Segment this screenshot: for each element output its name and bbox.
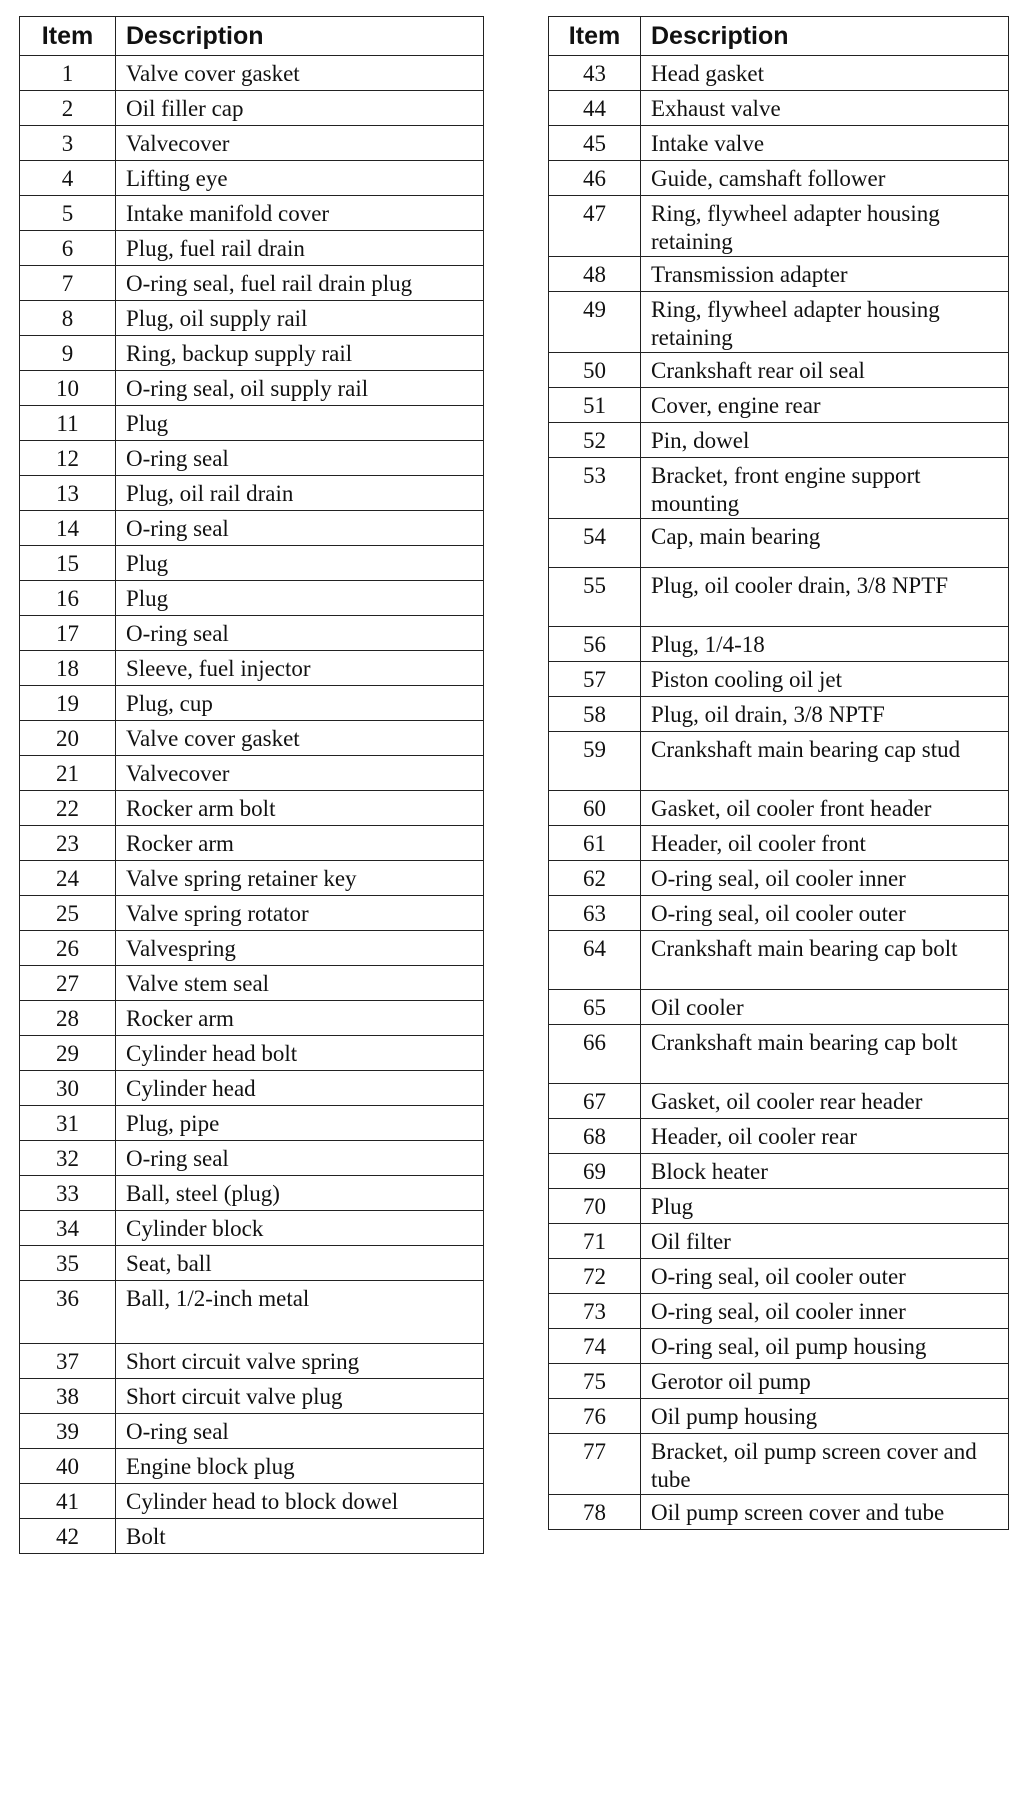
item-number: 22 xyxy=(20,791,116,826)
item-description: Ring, flywheel adapter housing retaining xyxy=(641,292,1009,353)
item-description: Gasket, oil cooler rear header xyxy=(641,1084,1009,1119)
item-description: Intake valve xyxy=(641,126,1009,161)
item-number: 15 xyxy=(20,546,116,581)
item-number: 66 xyxy=(549,1025,641,1084)
table-row xyxy=(549,458,1009,519)
item-number: 29 xyxy=(20,1036,116,1071)
item-number: 39 xyxy=(20,1414,116,1449)
item-number: 77 xyxy=(549,1434,641,1495)
item-description: Exhaust valve xyxy=(641,91,1009,126)
item-number: 31 xyxy=(20,1106,116,1141)
table-row xyxy=(549,1329,1009,1364)
item-number: 36 xyxy=(20,1281,116,1344)
item-number: 38 xyxy=(20,1379,116,1414)
item-description: Bracket, oil pump screen cover and tube xyxy=(641,1434,1009,1495)
table-row xyxy=(20,1449,484,1484)
table-row xyxy=(549,990,1009,1025)
item-number: 21 xyxy=(20,756,116,791)
item-number: 71 xyxy=(549,1224,641,1259)
table-row xyxy=(549,896,1009,931)
table-row xyxy=(20,511,484,546)
table-row xyxy=(549,423,1009,458)
item-number: 37 xyxy=(20,1344,116,1379)
table-row xyxy=(20,371,484,406)
item-number: 26 xyxy=(20,931,116,966)
item-description: Cylinder head bolt xyxy=(116,1036,484,1071)
table-row xyxy=(20,196,484,231)
table-row xyxy=(20,406,484,441)
table-row xyxy=(20,161,484,196)
item-number: 41 xyxy=(20,1484,116,1519)
item-description: Ring, flywheel adapter housing retaining xyxy=(641,196,1009,257)
item-description: O-ring seal, oil cooler inner xyxy=(641,1294,1009,1329)
item-number: 72 xyxy=(549,1259,641,1294)
item-column-header: Item xyxy=(549,17,641,56)
item-number: 49 xyxy=(549,292,641,353)
table-row xyxy=(20,1281,484,1344)
item-description: Rocker arm bolt xyxy=(116,791,484,826)
item-description: Crankshaft rear oil seal xyxy=(641,353,1009,388)
item-description: O-ring seal xyxy=(116,1414,484,1449)
item-description: Head gasket xyxy=(641,56,1009,91)
item-number: 10 xyxy=(20,371,116,406)
item-description: O-ring seal, oil cooler outer xyxy=(641,1259,1009,1294)
item-number: 35 xyxy=(20,1246,116,1281)
item-number: 3 xyxy=(20,126,116,161)
table-row xyxy=(549,1025,1009,1084)
item-number: 23 xyxy=(20,826,116,861)
item-number: 8 xyxy=(20,301,116,336)
item-description: O-ring seal, oil pump housing xyxy=(641,1329,1009,1364)
item-description: Seat, ball xyxy=(116,1246,484,1281)
item-number: 5 xyxy=(20,196,116,231)
item-description: O-ring seal xyxy=(116,441,484,476)
item-description: Oil filter xyxy=(641,1224,1009,1259)
item-description: Crankshaft main bearing cap bolt xyxy=(641,931,1009,990)
table-row xyxy=(20,336,484,371)
table-row xyxy=(549,1224,1009,1259)
item-description: Rocker arm xyxy=(116,826,484,861)
item-column-header: Item xyxy=(20,17,116,56)
table-row xyxy=(549,196,1009,257)
item-description: Oil pump screen cover and tube xyxy=(641,1495,1009,1530)
item-number: 57 xyxy=(549,662,641,697)
item-description: Lifting eye xyxy=(116,161,484,196)
item-description: Pin, dowel xyxy=(641,423,1009,458)
item-description: O-ring seal, oil cooler inner xyxy=(641,861,1009,896)
item-description: Cap, main bearing xyxy=(641,519,1009,568)
table-row xyxy=(549,519,1009,568)
table-row xyxy=(20,686,484,721)
item-number: 50 xyxy=(549,353,641,388)
table-row xyxy=(549,1119,1009,1154)
table-row xyxy=(20,1344,484,1379)
item-description: Plug xyxy=(641,1189,1009,1224)
table-row xyxy=(20,546,484,581)
item-description: Cylinder head xyxy=(116,1071,484,1106)
table-row xyxy=(20,1414,484,1449)
item-description: Piston cooling oil jet xyxy=(641,662,1009,697)
table-header-row xyxy=(20,17,484,56)
item-description: Cylinder head to block dowel xyxy=(116,1484,484,1519)
table-row xyxy=(20,756,484,791)
item-description: Guide, camshaft follower xyxy=(641,161,1009,196)
item-description: Plug xyxy=(116,581,484,616)
item-description: Gasket, oil cooler front header xyxy=(641,791,1009,826)
item-number: 6 xyxy=(20,231,116,266)
parts-table-right xyxy=(548,16,1009,1530)
table-row xyxy=(20,56,484,91)
item-number: 67 xyxy=(549,1084,641,1119)
item-number: 1 xyxy=(20,56,116,91)
item-number: 32 xyxy=(20,1141,116,1176)
item-description: Engine block plug xyxy=(116,1449,484,1484)
item-description: Rocker arm xyxy=(116,1001,484,1036)
item-number: 40 xyxy=(20,1449,116,1484)
table-row xyxy=(549,353,1009,388)
table-row xyxy=(20,966,484,1001)
item-number: 24 xyxy=(20,861,116,896)
table-row xyxy=(20,1519,484,1554)
item-description: Valve spring retainer key xyxy=(116,861,484,896)
table-row xyxy=(20,1379,484,1414)
table-row xyxy=(20,1211,484,1246)
table-row xyxy=(20,1141,484,1176)
item-number: 28 xyxy=(20,1001,116,1036)
item-description: Cover, engine rear xyxy=(641,388,1009,423)
item-description: Ball, 1/2-inch metal xyxy=(116,1281,484,1344)
item-description: Block heater xyxy=(641,1154,1009,1189)
item-description: Header, oil cooler rear xyxy=(641,1119,1009,1154)
item-description: Ball, steel (plug) xyxy=(116,1176,484,1211)
table-row xyxy=(20,791,484,826)
table-row xyxy=(549,627,1009,662)
table-row xyxy=(549,292,1009,353)
item-number: 17 xyxy=(20,616,116,651)
item-number: 13 xyxy=(20,476,116,511)
table-row xyxy=(549,1399,1009,1434)
item-description: Cylinder block xyxy=(116,1211,484,1246)
item-number: 19 xyxy=(20,686,116,721)
table-row xyxy=(549,791,1009,826)
description-column-header: Description xyxy=(641,17,1009,56)
item-description: Crankshaft main bearing cap stud xyxy=(641,732,1009,791)
item-number: 58 xyxy=(549,697,641,732)
table-row xyxy=(549,1154,1009,1189)
table-header-row xyxy=(549,17,1009,56)
item-description: Plug xyxy=(116,546,484,581)
item-description: Plug, pipe xyxy=(116,1106,484,1141)
item-description: Plug, oil drain, 3/8 NPTF xyxy=(641,697,1009,732)
item-number: 73 xyxy=(549,1294,641,1329)
table-row xyxy=(549,662,1009,697)
item-number: 7 xyxy=(20,266,116,301)
description-column-header: Description xyxy=(116,17,484,56)
item-number: 27 xyxy=(20,966,116,1001)
item-number: 42 xyxy=(20,1519,116,1554)
parts-table-left-body xyxy=(20,56,484,1554)
table-row xyxy=(20,1484,484,1519)
item-description: Plug, oil supply rail xyxy=(116,301,484,336)
item-number: 12 xyxy=(20,441,116,476)
table-row xyxy=(20,266,484,301)
item-description: Ring, backup supply rail xyxy=(116,336,484,371)
item-number: 34 xyxy=(20,1211,116,1246)
item-description: O-ring seal, oil supply rail xyxy=(116,371,484,406)
item-number: 20 xyxy=(20,721,116,756)
table-row xyxy=(549,161,1009,196)
item-description: Plug, oil cooler drain, 3/8 NPTF xyxy=(641,568,1009,627)
item-description: Sleeve, fuel injector xyxy=(116,651,484,686)
item-description: Header, oil cooler front xyxy=(641,826,1009,861)
item-description: Bracket, front engine support mounting xyxy=(641,458,1009,519)
item-description: Plug, oil rail drain xyxy=(116,476,484,511)
item-description: Short circuit valve plug xyxy=(116,1379,484,1414)
table-row xyxy=(20,1106,484,1141)
item-number: 25 xyxy=(20,896,116,931)
item-number: 64 xyxy=(549,931,641,990)
table-row xyxy=(20,231,484,266)
item-description: O-ring seal, oil cooler outer xyxy=(641,896,1009,931)
item-number: 30 xyxy=(20,1071,116,1106)
item-description: Valvecover xyxy=(116,126,484,161)
item-description: Transmission adapter xyxy=(641,257,1009,292)
item-number: 69 xyxy=(549,1154,641,1189)
item-description: Bolt xyxy=(116,1519,484,1554)
table-row xyxy=(20,861,484,896)
item-description: Plug xyxy=(116,406,484,441)
item-number: 43 xyxy=(549,56,641,91)
table-row xyxy=(549,257,1009,292)
item-description: O-ring seal xyxy=(116,616,484,651)
table-row xyxy=(549,1189,1009,1224)
item-number: 78 xyxy=(549,1495,641,1530)
table-row xyxy=(549,1294,1009,1329)
item-number: 62 xyxy=(549,861,641,896)
table-row xyxy=(549,861,1009,896)
table-row xyxy=(20,651,484,686)
table-row xyxy=(549,1259,1009,1294)
item-number: 46 xyxy=(549,161,641,196)
item-number: 16 xyxy=(20,581,116,616)
table-row xyxy=(20,1176,484,1211)
item-description: Crankshaft main bearing cap bolt xyxy=(641,1025,1009,1084)
item-number: 52 xyxy=(549,423,641,458)
item-number: 18 xyxy=(20,651,116,686)
item-number: 61 xyxy=(549,826,641,861)
item-number: 51 xyxy=(549,388,641,423)
item-description: Valve spring rotator xyxy=(116,896,484,931)
item-number: 11 xyxy=(20,406,116,441)
item-number: 76 xyxy=(549,1399,641,1434)
table-row xyxy=(549,1434,1009,1495)
item-description: Valve cover gasket xyxy=(116,721,484,756)
item-description: Oil cooler xyxy=(641,990,1009,1025)
item-number: 70 xyxy=(549,1189,641,1224)
item-description: O-ring seal, fuel rail drain plug xyxy=(116,266,484,301)
item-number: 45 xyxy=(549,126,641,161)
item-number: 2 xyxy=(20,91,116,126)
table-row xyxy=(549,91,1009,126)
table-row xyxy=(20,721,484,756)
table-row xyxy=(549,697,1009,732)
item-description: Valve cover gasket xyxy=(116,56,484,91)
table-row xyxy=(20,581,484,616)
table-row xyxy=(549,1364,1009,1399)
table-row xyxy=(20,301,484,336)
table-row xyxy=(20,1246,484,1281)
item-description: Valvecover xyxy=(116,756,484,791)
parts-table-left xyxy=(19,16,484,1554)
item-number: 63 xyxy=(549,896,641,931)
item-number: 9 xyxy=(20,336,116,371)
table-row xyxy=(20,896,484,931)
table-row xyxy=(549,56,1009,91)
table-row xyxy=(20,441,484,476)
item-number: 14 xyxy=(20,511,116,546)
item-description: O-ring seal xyxy=(116,511,484,546)
item-number: 75 xyxy=(549,1364,641,1399)
table-row xyxy=(20,826,484,861)
table-row xyxy=(20,1036,484,1071)
item-description: Oil pump housing xyxy=(641,1399,1009,1434)
item-number: 60 xyxy=(549,791,641,826)
table-row xyxy=(549,732,1009,791)
item-number: 54 xyxy=(549,519,641,568)
table-row xyxy=(20,91,484,126)
item-number: 65 xyxy=(549,990,641,1025)
item-number: 59 xyxy=(549,732,641,791)
item-number: 4 xyxy=(20,161,116,196)
item-description: Intake manifold cover xyxy=(116,196,484,231)
table-row xyxy=(20,126,484,161)
item-number: 33 xyxy=(20,1176,116,1211)
table-row xyxy=(20,1071,484,1106)
table-row xyxy=(20,1001,484,1036)
item-description: O-ring seal xyxy=(116,1141,484,1176)
item-number: 44 xyxy=(549,91,641,126)
item-number: 48 xyxy=(549,257,641,292)
item-number: 74 xyxy=(549,1329,641,1364)
item-number: 47 xyxy=(549,196,641,257)
table-row xyxy=(549,568,1009,627)
item-description: Plug, cup xyxy=(116,686,484,721)
table-row xyxy=(20,931,484,966)
item-description: Plug, fuel rail drain xyxy=(116,231,484,266)
table-row xyxy=(549,931,1009,990)
table-row xyxy=(20,476,484,511)
item-number: 55 xyxy=(549,568,641,627)
table-row xyxy=(549,1084,1009,1119)
item-number: 56 xyxy=(549,627,641,662)
table-row xyxy=(549,126,1009,161)
table-row xyxy=(549,388,1009,423)
item-number: 68 xyxy=(549,1119,641,1154)
parts-table-right-body xyxy=(549,56,1009,1530)
item-description: Gerotor oil pump xyxy=(641,1364,1009,1399)
item-description: Valve stem seal xyxy=(116,966,484,1001)
table-row xyxy=(549,1495,1009,1530)
item-number: 53 xyxy=(549,458,641,519)
item-description: Valvespring xyxy=(116,931,484,966)
item-description: Oil filler cap xyxy=(116,91,484,126)
table-row xyxy=(549,826,1009,861)
item-description: Short circuit valve spring xyxy=(116,1344,484,1379)
table-row xyxy=(20,616,484,651)
item-description: Plug, 1/4-18 xyxy=(641,627,1009,662)
